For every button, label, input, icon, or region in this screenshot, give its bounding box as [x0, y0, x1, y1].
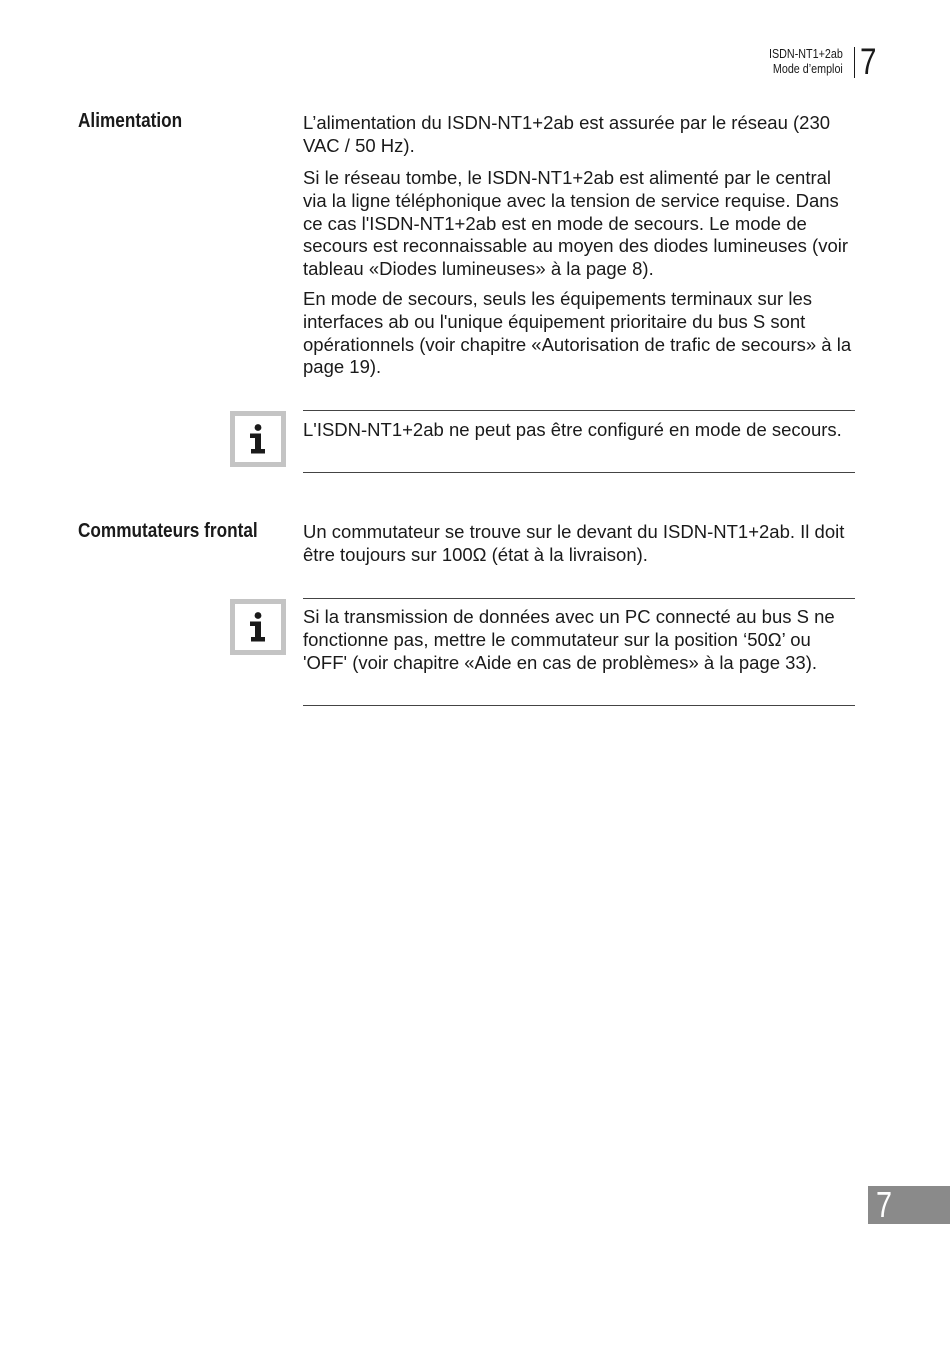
note-bottom-rule: [303, 472, 855, 473]
power-note: L'ISDN-NT1+2ab ne peut pas être configuré en mode de secours.: [303, 419, 842, 440]
chapter-thumb-tab: [868, 1186, 950, 1224]
info-icon: [230, 599, 286, 655]
running-header: [769, 47, 843, 77]
header-title: ISDN-NT1+2ab: [769, 47, 843, 61]
info-icon: [230, 411, 286, 467]
power-paragraph-2: Si le réseau tombe, le ISDN-NT1+2ab est alimenté par le central via la ligne téléphonique avec la tension de service requise. Dans ce cas l'ISDN-NT1+2ab est en mode de secours. Le mode de secours est reconnaissable au moyen des diodes lumineuses (voir tableau «Diodes lumineuses» à la page 8).: [303, 167, 849, 280]
header-chapter-number: 7: [860, 41, 877, 82]
section-label-power: Alimentation: [78, 110, 183, 132]
note-top-rule: [303, 410, 855, 411]
note-bottom-rule: [303, 705, 855, 706]
section-label-switches: Commutateurs frontal: [78, 520, 258, 542]
header-subtitle: Mode d’emploi: [773, 62, 843, 76]
thumb-tab-number: 7: [876, 1184, 893, 1225]
switches-paragraph-1: Un commutateur se trouve sur le devant du ISDN-NT1+2ab. Il doit être toujours sur 100Ω (état à la livraison).: [303, 521, 845, 565]
power-paragraph-1: L’alimentation du ISDN-NT1+2ab est assurée par le réseau (230 VAC / 50 Hz).: [303, 112, 831, 156]
note-top-rule: [303, 598, 855, 599]
switches-note: Si la transmission de données avec un PC connecté au bus S ne fonctionne pas, mettre le commutateur sur la position ‘50Ω’ ou 'OFF' (voir chapitre «Aide en cas de problèmes» à la page 33).: [303, 606, 835, 673]
power-paragraph-3: En mode de secours, seuls les équipements terminaux sur les interfaces ab ou l'unique équipement prioritaire du bus S sont opérationnels (voir chapitre «Autorisation de trafic de secours» à la page 19).: [303, 288, 852, 378]
header-divider: [854, 47, 855, 78]
